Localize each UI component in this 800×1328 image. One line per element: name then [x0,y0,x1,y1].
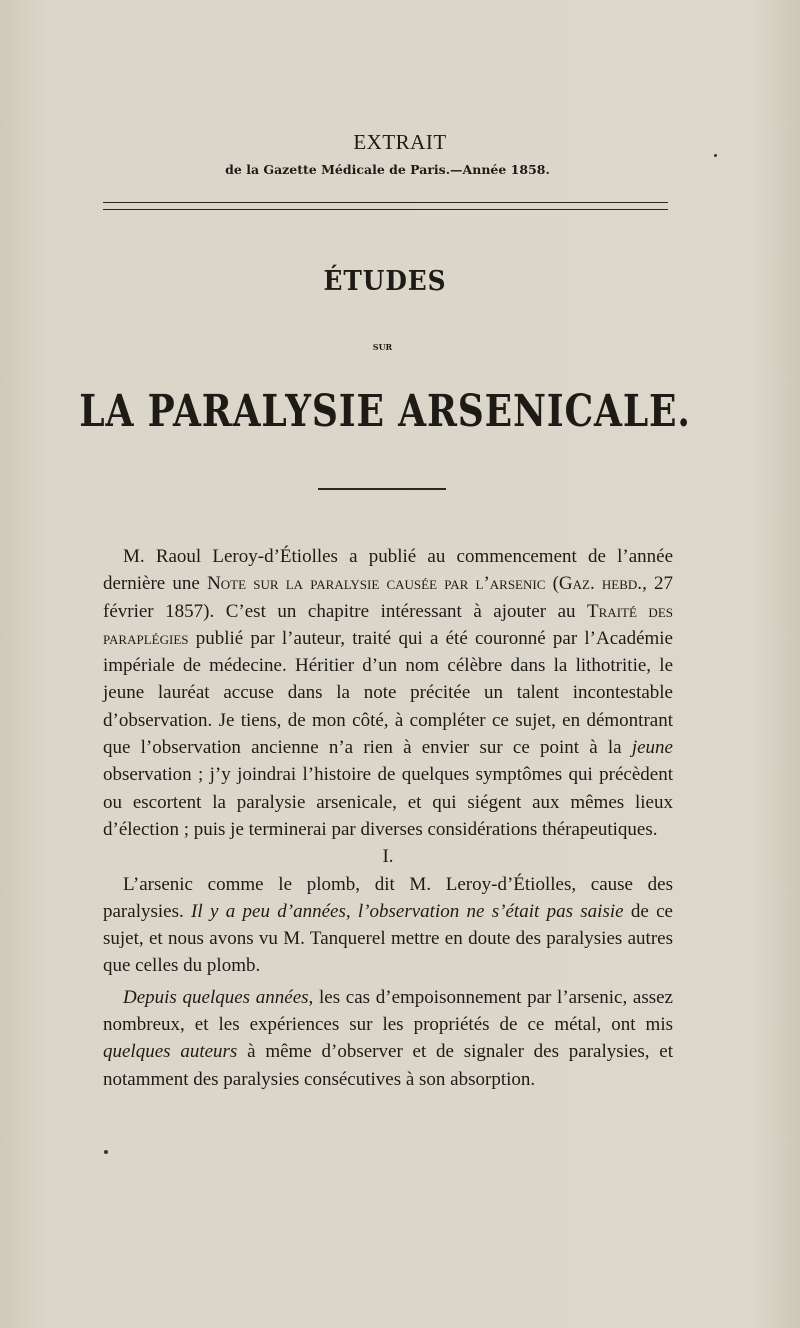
text-run: L’arsenic comme le plomb, dit M. Leroy-d’Étiolles, cause des paralysies. [103,873,673,922]
italic-phrase: Il y a peu d’années, l’observation ne s’était pas saisie [191,900,624,922]
text-run: observation ; j’y joindrai l’histoire de quelques symptômes qui précèdent ou escortent la paralysie arsenicale, et qui siégent aux mêmes lieux d’élection ; puis je terminerai par diverses considérations thérapeutiques. [103,764,673,840]
main-title: LA PARALYSIE ARSENICALE. [79,386,691,437]
italic-phrase: Depuis quelques années [123,986,309,1008]
italic-phrase: quelques auteurs [103,1041,238,1063]
short-rule-divider [318,488,446,490]
double-rule-divider [103,202,668,210]
text-run: à même d’observer et de signaler des paralysies, et notamment des paralysies consécutives à son absorption. [103,1041,673,1090]
extrait-heading: EXTRAIT [353,130,447,154]
source-line: de la Gazette Médicale de Paris.—Année 1858. [225,162,550,177]
treatise-title: Traité des paraplégies [103,600,673,649]
sur-label: SUR [372,342,393,352]
body-text [103,543,673,1093]
section-number: I. [382,846,394,868]
paragraph-1 [103,543,673,843]
text-run: M. Raoul Leroy-d’Étiolles a publié au commencement de l’année dernière une [103,546,673,595]
note-title: Note sur la paralysie causée par l’arsenic [207,573,546,595]
text-run: , 27 février 1857). C’est un chapitre intéressant à ajouter au [103,573,674,622]
etudes-heading: ÉTUDES [323,266,447,297]
italic-word: jeune [631,737,673,759]
text-run: de ce sujet, et nous avons vu M. Tanquerel mettre en doute des paralysies autres que celles du plomb. [103,900,673,977]
paragraph-3 [103,984,673,1093]
ink-speck [714,154,717,157]
text-run: publié par l’auteur, traité qui a été couronné par l’Académie impériale de médecine. Héritier d’un nom célèbre dans la lithotritie, le jeune lauréat accuse dans la note précitée un talent incontestable d’observation. Je tiens, de mon côté, à compléter ce sujet, en démontrant que l’observation ancienne n’a rien à envier sur ce point à la [103,627,673,759]
ink-speck [104,1150,108,1154]
text-run: ( [545,573,559,595]
journal-abbrev: Gaz. hebd. [558,573,643,595]
text-run: , les cas d’empoisonnement par l’arsenic, assez nombreux, et les expériences sur les propriétés de ce métal, ont mis [103,986,673,1036]
paragraph-2 [103,871,673,980]
